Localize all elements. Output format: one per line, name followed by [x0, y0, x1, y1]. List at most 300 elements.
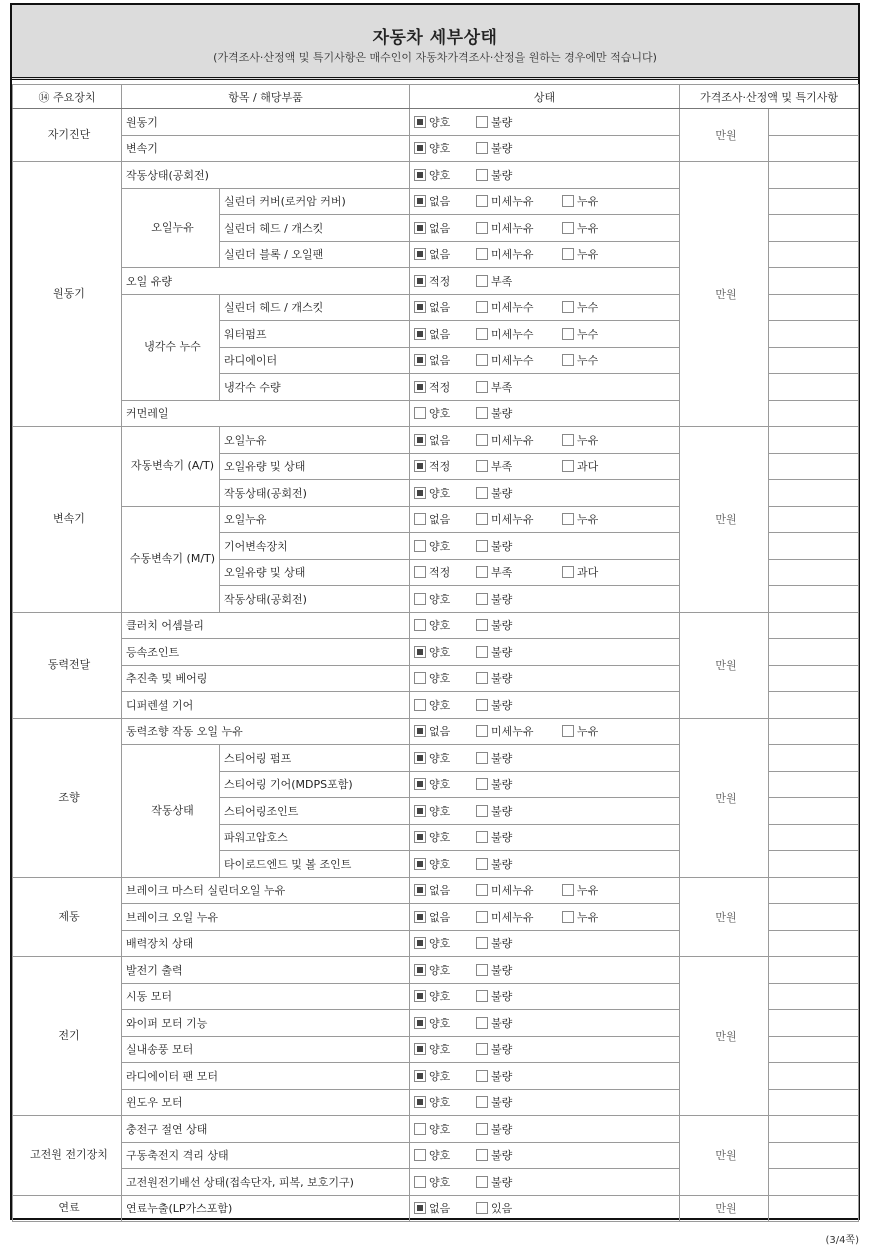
checked-checkbox[interactable] — [414, 460, 426, 472]
checked-checkbox[interactable] — [414, 1202, 426, 1214]
checkbox[interactable] — [476, 1149, 488, 1161]
note-cell[interactable] — [769, 506, 859, 533]
checkbox[interactable] — [476, 301, 488, 313]
checkbox[interactable] — [476, 434, 488, 446]
option-label: 없음 — [429, 513, 451, 527]
note-cell[interactable] — [769, 612, 859, 639]
checkbox[interactable] — [562, 195, 574, 207]
status-options — [410, 692, 680, 719]
note-cell[interactable] — [769, 347, 859, 374]
note-cell[interactable] — [769, 1169, 859, 1196]
status-option[interactable] — [476, 1094, 556, 1110]
status-option[interactable] — [476, 988, 556, 1004]
note-cell[interactable] — [769, 135, 859, 162]
item-name: 오일유량 및 상태 — [220, 453, 410, 480]
status-option[interactable] — [414, 935, 470, 951]
note-cell[interactable] — [769, 427, 859, 454]
table-row — [13, 957, 859, 984]
status-option[interactable] — [562, 193, 622, 209]
checked-checkbox[interactable] — [414, 116, 426, 128]
checkbox[interactable] — [476, 805, 488, 817]
checkbox[interactable] — [476, 169, 488, 181]
checked-checkbox[interactable] — [414, 725, 426, 737]
checkbox[interactable] — [476, 1017, 488, 1029]
checkbox[interactable] — [414, 1176, 426, 1188]
option-label: 없음 — [429, 354, 451, 368]
price-cell[interactable]: 만원 — [680, 957, 769, 1116]
checked-checkbox[interactable] — [414, 275, 426, 287]
status-option[interactable] — [414, 803, 470, 819]
status-option[interactable] — [476, 1041, 556, 1057]
status-option[interactable] — [476, 352, 556, 368]
status-option[interactable] — [414, 326, 470, 342]
note-cell[interactable] — [769, 1195, 859, 1222]
status-option[interactable] — [414, 458, 470, 474]
status-option[interactable] — [476, 140, 556, 156]
price-cell[interactable]: 만원 — [680, 718, 769, 877]
option-label: 양호 — [429, 539, 451, 553]
option-label: 미세누유 — [491, 248, 534, 262]
checked-checkbox[interactable] — [414, 222, 426, 234]
status-options — [410, 665, 680, 692]
status-option[interactable] — [414, 1094, 470, 1110]
checked-checkbox[interactable] — [414, 911, 426, 923]
status-option[interactable] — [476, 1200, 556, 1216]
checkbox[interactable] — [562, 222, 574, 234]
checkbox[interactable] — [476, 831, 488, 843]
note-cell[interactable] — [769, 559, 859, 586]
status-option[interactable] — [414, 909, 470, 925]
status-option[interactable] — [476, 246, 556, 262]
status-option[interactable] — [476, 432, 556, 448]
status-option[interactable] — [476, 617, 556, 633]
status-option[interactable] — [414, 564, 470, 580]
checkbox[interactable] — [476, 593, 488, 605]
form-title: 자동차 세부상태 — [372, 28, 498, 48]
status-option[interactable] — [414, 273, 470, 289]
note-cell[interactable] — [769, 215, 859, 242]
status-option[interactable] — [476, 564, 556, 580]
checkbox[interactable] — [414, 672, 426, 684]
checkbox[interactable] — [414, 1123, 426, 1135]
checkbox[interactable] — [476, 116, 488, 128]
option-label: 불량 — [491, 1175, 513, 1189]
note-cell[interactable] — [769, 1063, 859, 1090]
option-label: 불량 — [491, 142, 513, 156]
checkbox[interactable] — [476, 699, 488, 711]
status-options — [410, 824, 680, 851]
checkbox[interactable] — [476, 460, 488, 472]
note-cell[interactable] — [769, 877, 859, 904]
checked-checkbox[interactable] — [414, 858, 426, 870]
note-cell[interactable] — [769, 188, 859, 215]
status-option[interactable] — [414, 432, 470, 448]
note-cell[interactable] — [769, 957, 859, 984]
status-option[interactable] — [414, 485, 470, 501]
note-cell[interactable] — [769, 1036, 859, 1063]
option-label: 불량 — [491, 778, 513, 792]
note-cell[interactable] — [769, 294, 859, 321]
option-label: 불량 — [491, 804, 513, 818]
checked-checkbox[interactable] — [414, 354, 426, 366]
status-option[interactable] — [476, 299, 556, 315]
checkbox[interactable] — [476, 911, 488, 923]
option-label: 누수 — [577, 354, 599, 368]
status-option[interactable] — [476, 220, 556, 236]
note-cell[interactable] — [769, 771, 859, 798]
note-cell[interactable] — [769, 745, 859, 772]
option-label: 양호 — [429, 751, 451, 765]
status-option[interactable] — [476, 193, 556, 209]
table-row — [13, 877, 859, 904]
checkbox[interactable] — [414, 699, 426, 711]
status-option[interactable] — [476, 962, 556, 978]
status-option[interactable] — [476, 1147, 556, 1163]
checkbox[interactable] — [476, 1096, 488, 1108]
checked-checkbox[interactable] — [414, 434, 426, 446]
status-options — [410, 612, 680, 639]
status-options — [410, 109, 680, 136]
status-option[interactable] — [414, 988, 470, 1004]
status-option[interactable] — [476, 1015, 556, 1031]
status-option[interactable] — [562, 299, 622, 315]
status-options — [410, 798, 680, 825]
checkbox[interactable] — [476, 540, 488, 552]
checkbox[interactable] — [476, 275, 488, 287]
item-name: 윈도우 모터 — [122, 1089, 410, 1116]
status-option[interactable] — [476, 750, 556, 766]
note-cell[interactable] — [769, 321, 859, 348]
option-label: 미세누유 — [491, 221, 534, 235]
checkbox[interactable] — [562, 434, 574, 446]
checked-checkbox[interactable] — [414, 778, 426, 790]
note-cell[interactable] — [769, 480, 859, 507]
checked-checkbox[interactable] — [414, 142, 426, 154]
status-option[interactable] — [414, 114, 470, 130]
checkbox[interactable] — [476, 725, 488, 737]
checkbox[interactable] — [562, 248, 574, 260]
checkbox[interactable] — [476, 778, 488, 790]
status-option[interactable] — [414, 140, 470, 156]
status-option[interactable] — [414, 538, 470, 554]
option-label: 양호 — [429, 168, 451, 182]
checked-checkbox[interactable] — [414, 381, 426, 393]
checked-checkbox[interactable] — [414, 805, 426, 817]
checkbox[interactable] — [476, 672, 488, 684]
option-label: 양호 — [429, 1175, 451, 1189]
status-option[interactable] — [562, 564, 622, 580]
status-option[interactable] — [414, 856, 470, 872]
checkbox[interactable] — [476, 1176, 488, 1188]
table-row — [13, 109, 859, 136]
status-option[interactable] — [414, 1174, 470, 1190]
status-options — [410, 745, 680, 772]
checkbox[interactable] — [476, 937, 488, 949]
note-cell[interactable] — [769, 639, 859, 666]
checkbox[interactable] — [476, 381, 488, 393]
note-cell[interactable] — [769, 453, 859, 480]
note-cell[interactable] — [769, 692, 859, 719]
note-cell[interactable] — [769, 718, 859, 745]
option-label: 과다 — [577, 566, 599, 580]
status-option[interactable] — [414, 697, 470, 713]
status-option[interactable] — [476, 856, 556, 872]
option-label: 누유 — [577, 195, 599, 209]
status-options — [410, 533, 680, 560]
option-label: 부족 — [491, 380, 513, 394]
note-cell[interactable] — [769, 241, 859, 268]
price-cell[interactable]: 만원 — [680, 427, 769, 613]
status-option[interactable] — [414, 379, 470, 395]
checkbox[interactable] — [414, 566, 426, 578]
checkbox[interactable] — [476, 222, 488, 234]
note-cell[interactable] — [769, 400, 859, 427]
note-cell[interactable] — [769, 586, 859, 613]
status-option[interactable] — [414, 1068, 470, 1084]
checkbox[interactable] — [476, 142, 488, 154]
note-cell[interactable] — [769, 109, 859, 136]
option-label: 미세누유 — [491, 725, 534, 739]
item-name: 작동상태(공회전) — [220, 586, 410, 613]
status-option[interactable] — [476, 114, 556, 130]
option-label: 불량 — [491, 168, 513, 182]
status-option[interactable] — [414, 405, 470, 421]
status-option[interactable] — [476, 167, 556, 183]
status-options — [410, 400, 680, 427]
checkbox[interactable] — [476, 248, 488, 260]
status-option[interactable] — [476, 591, 556, 607]
item-subgroup: 냉각수 누수 — [122, 294, 220, 400]
status-option[interactable] — [414, 1200, 470, 1216]
status-option[interactable] — [476, 644, 556, 660]
checkbox[interactable] — [562, 911, 574, 923]
checkbox[interactable] — [476, 990, 488, 1002]
status-option[interactable] — [414, 776, 470, 792]
checkbox[interactable] — [414, 619, 426, 631]
checked-checkbox[interactable] — [414, 1043, 426, 1055]
note-cell[interactable] — [769, 1089, 859, 1116]
price-cell[interactable]: 만원 — [680, 1195, 769, 1222]
status-option[interactable] — [476, 670, 556, 686]
status-option[interactable] — [414, 352, 470, 368]
status-option[interactable] — [414, 1147, 470, 1163]
checkbox[interactable] — [476, 858, 488, 870]
checked-checkbox[interactable] — [414, 195, 426, 207]
status-option[interactable] — [414, 670, 470, 686]
price-cell[interactable]: 만원 — [680, 162, 769, 427]
checkbox[interactable] — [476, 566, 488, 578]
device-category: 원동기 — [13, 162, 122, 427]
checked-checkbox[interactable] — [414, 752, 426, 764]
option-label: 적정 — [429, 274, 451, 288]
checked-checkbox[interactable] — [414, 1070, 426, 1082]
status-option[interactable] — [476, 273, 556, 289]
col-header-device: ⑭ 주요장치 — [13, 85, 122, 109]
status-option[interactable] — [414, 1121, 470, 1137]
form-subtitle: (가격조사·산정액 및 특기사항은 매수인이 자동차가격조사·산정을 원하는 경우에만 적습니다) — [213, 51, 657, 64]
option-label: 불량 — [491, 672, 513, 686]
note-cell[interactable] — [769, 851, 859, 878]
status-option[interactable] — [414, 591, 470, 607]
status-option[interactable] — [476, 882, 556, 898]
status-option[interactable] — [476, 1068, 556, 1084]
checkbox[interactable] — [562, 566, 574, 578]
status-options — [410, 506, 680, 533]
note-cell[interactable] — [769, 162, 859, 189]
option-label: 적정 — [429, 460, 451, 474]
status-options — [410, 957, 680, 984]
checked-checkbox[interactable] — [414, 646, 426, 658]
status-option[interactable] — [562, 326, 622, 342]
status-option[interactable] — [562, 246, 622, 262]
checkbox[interactable] — [562, 301, 574, 313]
checked-checkbox[interactable] — [414, 831, 426, 843]
checkbox[interactable] — [562, 460, 574, 472]
note-cell[interactable] — [769, 1010, 859, 1037]
checkbox[interactable] — [476, 354, 488, 366]
checked-checkbox[interactable] — [414, 884, 426, 896]
checkbox[interactable] — [562, 328, 574, 340]
checkbox[interactable] — [562, 354, 574, 366]
status-option[interactable] — [476, 723, 556, 739]
status-options — [410, 215, 680, 242]
note-cell[interactable] — [769, 824, 859, 851]
status-option[interactable] — [562, 511, 622, 527]
status-options — [410, 1195, 680, 1222]
price-cell[interactable]: 만원 — [680, 612, 769, 718]
status-option[interactable] — [414, 1015, 470, 1031]
checkbox[interactable] — [476, 646, 488, 658]
status-option[interactable] — [414, 511, 470, 527]
checked-checkbox[interactable] — [414, 990, 426, 1002]
status-option[interactable] — [476, 485, 556, 501]
status-option[interactable] — [414, 882, 470, 898]
status-option[interactable] — [414, 750, 470, 766]
status-option[interactable] — [562, 882, 622, 898]
status-option[interactable] — [476, 803, 556, 819]
checkbox[interactable] — [562, 513, 574, 525]
checkbox[interactable] — [414, 593, 426, 605]
item-name: 발전기 출력 — [122, 957, 410, 984]
item-name: 실내송풍 모터 — [122, 1036, 410, 1063]
status-option[interactable] — [476, 1174, 556, 1190]
checkbox[interactable] — [476, 487, 488, 499]
status-option[interactable] — [414, 220, 470, 236]
status-option[interactable] — [562, 458, 622, 474]
status-option[interactable] — [476, 379, 556, 395]
checkbox[interactable] — [476, 328, 488, 340]
status-option[interactable] — [476, 326, 556, 342]
option-label: 누유 — [577, 433, 599, 447]
status-option[interactable] — [414, 962, 470, 978]
note-cell[interactable] — [769, 1142, 859, 1169]
checked-checkbox[interactable] — [414, 248, 426, 260]
status-option[interactable] — [476, 405, 556, 421]
note-cell[interactable] — [769, 268, 859, 295]
status-option[interactable] — [414, 193, 470, 209]
checkbox[interactable] — [476, 884, 488, 896]
status-option[interactable] — [476, 776, 556, 792]
price-cell[interactable]: 만원 — [680, 877, 769, 957]
checked-checkbox[interactable] — [414, 1017, 426, 1029]
status-option[interactable] — [476, 511, 556, 527]
checkbox[interactable] — [414, 1149, 426, 1161]
status-option[interactable] — [414, 167, 470, 183]
status-option[interactable] — [414, 1041, 470, 1057]
checkbox[interactable] — [476, 1123, 488, 1135]
note-cell[interactable] — [769, 904, 859, 931]
checkbox[interactable] — [476, 619, 488, 631]
status-option[interactable] — [476, 697, 556, 713]
option-label: 불량 — [491, 592, 513, 606]
checkbox[interactable] — [562, 884, 574, 896]
status-options — [410, 1169, 680, 1196]
status-option[interactable] — [476, 458, 556, 474]
status-option[interactable] — [562, 220, 622, 236]
status-option[interactable] — [414, 299, 470, 315]
option-label: 양호 — [429, 592, 451, 606]
checked-checkbox[interactable] — [414, 169, 426, 181]
status-option[interactable] — [476, 829, 556, 845]
checkbox[interactable] — [414, 407, 426, 419]
checkbox[interactable] — [476, 1043, 488, 1055]
status-options — [410, 453, 680, 480]
item-name: 등속조인트 — [122, 639, 410, 666]
note-cell[interactable] — [769, 533, 859, 560]
checkbox[interactable] — [476, 1070, 488, 1082]
status-option[interactable] — [476, 909, 556, 925]
checkbox[interactable] — [476, 195, 488, 207]
status-option[interactable] — [414, 246, 470, 262]
item-name: 라디에이터 팬 모터 — [122, 1063, 410, 1090]
status-option[interactable] — [562, 432, 622, 448]
note-cell[interactable] — [769, 983, 859, 1010]
status-option[interactable] — [414, 644, 470, 660]
note-cell[interactable] — [769, 798, 859, 825]
checkbox[interactable] — [476, 407, 488, 419]
status-option[interactable] — [476, 538, 556, 554]
status-option[interactable] — [414, 617, 470, 633]
note-cell[interactable] — [769, 1116, 859, 1143]
checkbox[interactable] — [562, 725, 574, 737]
checkbox[interactable] — [476, 964, 488, 976]
checkbox[interactable] — [414, 513, 426, 525]
note-cell[interactable] — [769, 665, 859, 692]
checkbox[interactable] — [476, 1202, 488, 1214]
checked-checkbox[interactable] — [414, 487, 426, 499]
checked-checkbox[interactable] — [414, 937, 426, 949]
status-option[interactable] — [476, 935, 556, 951]
price-cell[interactable]: 만원 — [680, 109, 769, 162]
checked-checkbox[interactable] — [414, 328, 426, 340]
status-option[interactable] — [414, 723, 470, 739]
status-option[interactable] — [562, 352, 622, 368]
note-cell[interactable] — [769, 930, 859, 957]
checkbox[interactable] — [476, 752, 488, 764]
status-option[interactable] — [562, 909, 622, 925]
checkbox[interactable] — [414, 540, 426, 552]
status-option[interactable] — [562, 723, 622, 739]
note-cell[interactable] — [769, 374, 859, 401]
status-option[interactable] — [476, 1121, 556, 1137]
item-name: 타이로드엔드 및 볼 조인트 — [220, 851, 410, 878]
price-cell[interactable]: 만원 — [680, 1116, 769, 1196]
checkbox[interactable] — [476, 513, 488, 525]
checked-checkbox[interactable] — [414, 301, 426, 313]
checked-checkbox[interactable] — [414, 964, 426, 976]
checked-checkbox[interactable] — [414, 1096, 426, 1108]
status-option[interactable] — [414, 829, 470, 845]
